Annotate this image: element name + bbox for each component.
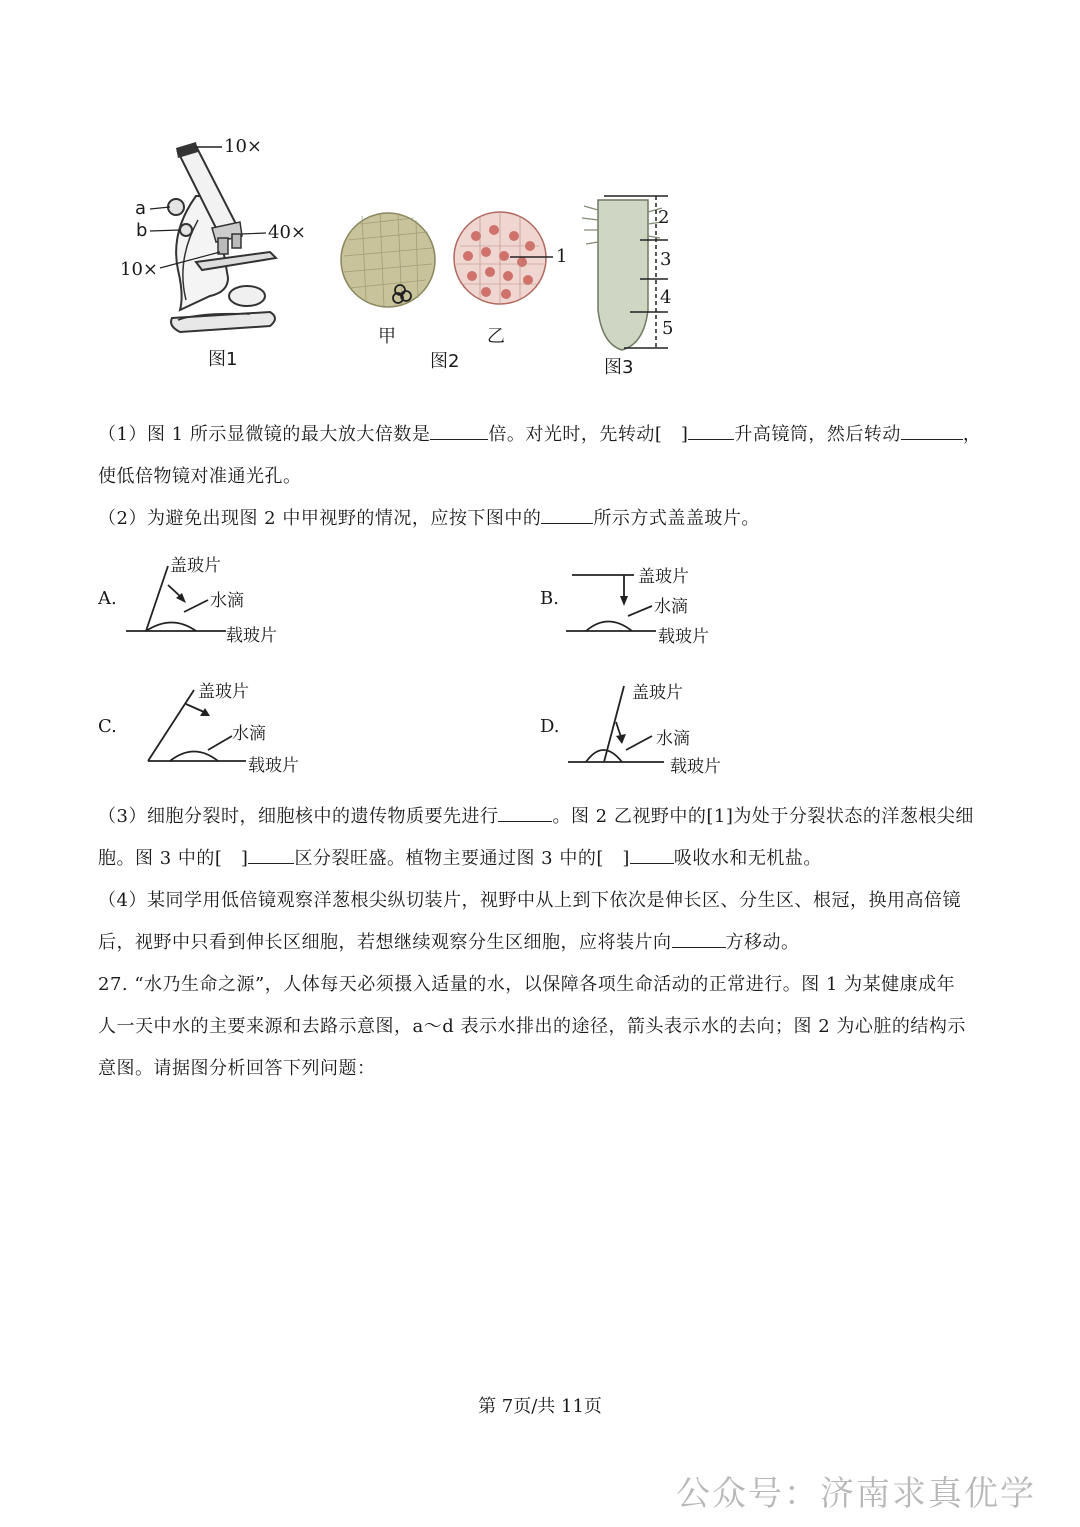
objective-high-magnification: 40× [268,222,306,243]
zone-4-label: 4 [660,287,672,308]
option-a-letter[interactable]: A. [98,588,117,609]
knob-a-label: a [135,198,147,219]
field-yi-label: 乙 [487,326,505,347]
question-4: （4）某同学用低倍镜观察洋葱根尖纵切装片，视野中从上到下依次是伸长区、分生区、根冠，换用高倍镜 后，视野中只看到伸长区细胞，若想继续观察分生区细胞，应将装片向 方移动。 [98,890,961,953]
option-c-drop-label: 水滴 [232,724,266,744]
question-27: 27. “水乃生命之源”，人体每天必须摄入适量的水，以保障各项生命活动的正常进行。图 1 为某健康成年 人一天中水的主要来源和去路示意图，a～d 表示水排出的途径，箭头表示水的去向；图 2 为心脏的结构示 意图。请据图分析回答下列问题： [98,974,966,1079]
option-a-slide-label: 载玻片 [226,626,277,646]
option-d-letter[interactable]: D. [540,716,560,737]
option-b-letter[interactable]: B. [540,588,559,609]
option-b-drop-label: 水滴 [654,597,688,617]
eyepiece-magnification: 10× [224,136,262,157]
objective-low-magnification: 10× [120,259,158,280]
option-c-slide-label: 载玻片 [248,756,299,776]
option-d-slide-label: 载玻片 [670,757,721,777]
answer-blank[interactable] [672,929,726,948]
question-3: （3）细胞分裂时，细胞核中的遗传物质要先进行 。图 2 乙视野中的[1]为处于分裂状态的洋葱根尖细 胞。图 3 中的[ ] 区分裂旺盛。植物主要通过图 3 中的[ ] 吸收水和无机盐。 [98,796,988,880]
option-d-coverslip-label: 盖玻片 [632,683,683,703]
figure3-caption: 图3 [604,357,634,378]
option-a-drop-label: 水滴 [210,591,244,611]
zone-3-label: 3 [660,249,672,270]
figure1-caption: 图1 [208,349,238,370]
question-2: （2）为避免出现图 2 中甲视野的情况，应按下图中的 所示方式盖盖玻片。 [98,498,988,540]
watermark-text: 公众号：济南求真优学 [676,1474,1036,1514]
answer-blank[interactable] [248,845,294,864]
answer-blank[interactable] [630,845,674,864]
figure2-caption: 图2 [430,351,460,372]
field-jia-label: 甲 [378,326,396,347]
dividing-cell-pointer-label: 1 [556,246,568,267]
option-c-letter[interactable]: C. [98,716,117,737]
zone-5-label: 5 [662,318,674,339]
option-a-coverslip-label: 盖玻片 [170,556,221,576]
option-b-coverslip-label: 盖玻片 [638,567,689,587]
knob-b-label: b [136,220,148,241]
option-c-coverslip-label: 盖玻片 [198,682,249,702]
zone-2-label: 2 [658,207,670,228]
page-number: 第 7页/共 11页 [478,1396,602,1417]
option-d-drop-label: 水滴 [656,729,690,749]
option-b-slide-label: 载玻片 [658,627,709,647]
question-1: （1）图 1 所示显微镜的最大放大倍数是 倍。对光时，先转动[ ] 升高镜筒，然后转动 ， 使低倍物镜对准通光孔。 [98,414,988,498]
answer-blank[interactable] [498,803,552,822]
